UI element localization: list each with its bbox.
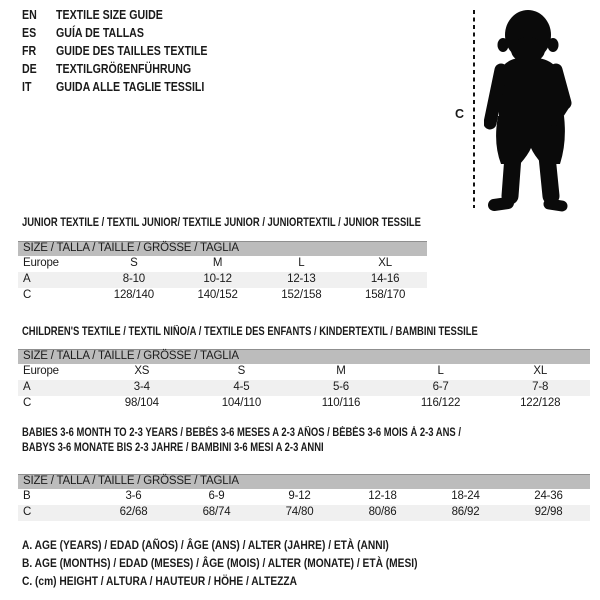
babies-table-title	[22, 426, 557, 456]
row-label: Europe	[23, 365, 59, 378]
size-header-label: SIZE / TALLA / TAILLE / GRÖSSE / TAGLIA	[18, 475, 590, 490]
size-cell: 80/86	[341, 505, 424, 521]
size-cell: 128/140	[113, 289, 154, 302]
guide-title-en: TEXTILE SIZE GUIDE	[56, 8, 163, 22]
size-cell: 6-7	[391, 380, 491, 396]
language-code: IT	[22, 80, 32, 94]
language-row	[22, 80, 208, 98]
size-cell: 24-36	[534, 490, 563, 503]
babies-table-title-line1: BABIES 3-6 MONTH TO 2-3 YEARS / BEBÉS 3-6 MESES A 2-3 AÑOS / BÉBÉS 3-6 MOIS À 2-3 ANS /	[22, 427, 461, 439]
table-row-height	[18, 505, 590, 521]
children-size-table	[18, 349, 590, 412]
size-cell: 158/170	[365, 289, 406, 302]
size-cell: 92/98	[507, 505, 590, 521]
guide-title-de: TEXTILGRÖßENFÜHRUNG	[56, 62, 192, 76]
language-row	[22, 62, 208, 80]
size-cell: 122/128	[520, 397, 561, 410]
language-row	[22, 8, 208, 26]
babies-size-table	[18, 474, 590, 521]
height-measure-label: C	[455, 107, 465, 121]
guide-title-es: GUÍA DE TALLAS	[56, 26, 144, 40]
size-header-row	[18, 242, 427, 257]
guide-title-fr: GUIDE DES TAILLES TEXTILE	[56, 44, 208, 58]
footnote-height-cm: C. (cm) HEIGHT / ALTURA / HAUTEUR / HÖHE / ALTEZZA	[22, 573, 298, 588]
size-cell: XL	[533, 365, 548, 378]
size-cell: 68/74	[175, 505, 258, 521]
size-cell: 86/92	[424, 505, 507, 521]
row-label: A	[18, 272, 92, 288]
size-cell: 10-12	[176, 272, 260, 288]
size-cell: 116/122	[420, 397, 461, 410]
size-cell: 110/116	[321, 397, 361, 410]
table-row-age	[18, 380, 590, 396]
size-cell: 104/110	[221, 397, 262, 410]
table-row-europe	[18, 256, 427, 272]
footnote-age-years: A. AGE (YEARS) / EDAD (AÑOS) / ÂGE (ANS) / ALTER (JAHRE) / ETÀ (ANNI)	[22, 538, 389, 552]
size-cell: 7-8	[490, 380, 590, 396]
footnotes	[22, 537, 487, 590]
size-cell: S	[130, 257, 138, 270]
language-row	[22, 26, 208, 44]
size-cell: M	[336, 365, 346, 378]
table-row-height	[18, 396, 590, 412]
junior-size-table	[18, 241, 427, 304]
size-header-label: SIZE / TALLA / TAILLE / GRÖSSE / TAGLIA	[18, 350, 590, 365]
language-row	[22, 44, 208, 62]
size-cell: 4-5	[192, 380, 292, 396]
size-cell: 14-16	[343, 272, 427, 288]
size-cell: XS	[134, 365, 150, 378]
size-cell: 98/104	[124, 397, 159, 410]
size-cell: 74/80	[258, 505, 341, 521]
footnote-age-months: B. AGE (MONTHS) / EDAD (MESES) / ÂGE (MOIS) / ALTER (MONATE) / ETÀ (MESI)	[22, 555, 418, 570]
size-cell: M	[212, 257, 223, 270]
size-header-label: SIZE / TALLA / TAILLE / GRÖSSE / TAGLIA	[18, 242, 427, 257]
language-code: EN	[22, 8, 37, 22]
row-label: C	[23, 289, 32, 302]
size-header-row	[18, 350, 590, 365]
language-code: ES	[22, 26, 37, 40]
size-cell: L	[437, 365, 444, 378]
size-cell: 140/152	[197, 289, 238, 302]
size-cell: 152/158	[281, 289, 322, 302]
table-row-age	[18, 272, 427, 288]
size-cell: 6-9	[208, 490, 225, 503]
size-cell: 12-13	[260, 272, 344, 288]
babies-table-title-line2: BABYS 3-6 MONATE BIS 2-3 JAHRE / BAMBINI 3-6 MESI A 2-3 ANNI	[22, 442, 324, 454]
table-row-months	[18, 489, 590, 505]
language-code: DE	[22, 62, 37, 76]
row-label: Europe	[23, 257, 59, 270]
size-cell: L	[298, 257, 305, 270]
row-label: C	[23, 397, 32, 410]
table-row-height	[18, 288, 427, 304]
size-cell: 5-6	[291, 380, 391, 396]
row-label: B	[23, 490, 31, 503]
table-row-europe	[18, 364, 590, 380]
size-cell: 3-4	[92, 380, 192, 396]
size-cell: 9-12	[288, 490, 311, 503]
language-header	[22, 8, 240, 98]
size-header-row	[18, 475, 590, 490]
size-cell: 12-18	[368, 490, 397, 503]
size-cell: S	[237, 365, 246, 378]
size-cell: 18-24	[451, 490, 480, 503]
height-measure-line	[473, 10, 475, 208]
children-table-title: CHILDREN'S TEXTILE / TEXTIL NIÑO/A / TEXTILE DES ENFANTS / KINDERTEXTIL / BAMBINI TESSILE	[22, 326, 478, 338]
language-code: FR	[22, 44, 37, 58]
size-cell: 3-6	[125, 490, 142, 503]
junior-table-title: JUNIOR TEXTILE / TEXTIL JUNIOR/ TEXTILE JUNIOR / JUNIORTEXTIL / JUNIOR TESSILE	[22, 217, 421, 229]
size-cell: 62/68	[92, 505, 175, 521]
size-cell: 8-10	[92, 272, 176, 288]
row-label: A	[18, 380, 92, 396]
guide-title-it: GUIDA ALLE TAGLIE TESSILI	[56, 80, 205, 94]
size-cell: XL	[378, 257, 392, 270]
baby-silhouette-icon	[484, 8, 581, 214]
row-label: C	[18, 505, 92, 521]
